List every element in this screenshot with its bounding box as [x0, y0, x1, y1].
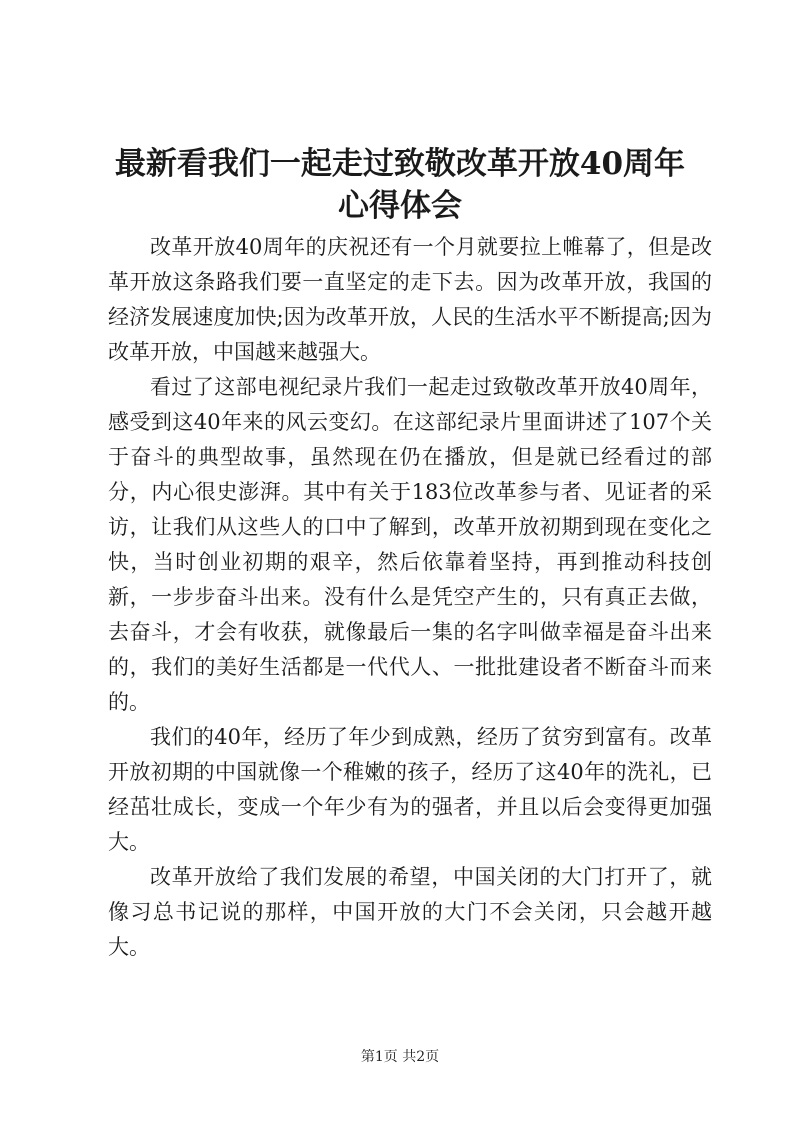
page-number: 第1页 共2页 — [360, 1049, 440, 1065]
paragraph: 改革开放给了我们发展的希望，中国关闭的大门打开了，就像习总书记说的那样，中国开放的大门不会关闭，只会越开越大。 — [108, 865, 712, 959]
paragraph: 看过了这部电视纪录片我们一起走过致敬改革开放40周年，感受到这40年来的风云变幻。在这部纪录片里面讲述了107个关于奋斗的典型故事，虽然现在仍在播放，但是就已经看过的部分，内心很史澎湃。其中有关于183位改革参与者、见证者的采访，让我们从这些人的口中了解到，改革开放初期到现在变化之快，当时创业初期的艰辛，然后依靠着坚持，再到推动科技创新，一步步奋斗出来。没有什么是凭空产生的，只有真正去做，去奋斗，才会有收获，就像最后一集的名字叫做幸福是奋斗出来的，我们的美好生活都是一代代人、一批批建设者不断奋斗而来的。 — [108, 375, 712, 714]
page-footer — [0, 1048, 800, 1066]
paragraph: 改革开放40周年的庆祝还有一个月就要拉上帷幕了，但是改革开放这条路我们要一直坚定的走下去。因为改革开放，我国的经济发展速度加快;因为改革开放，人民的生活水平不断提高;因为改革开放，中国越来越强大。 — [108, 235, 712, 364]
document-title: 最新看我们一起走过致敬改革开放40周年心得体会 — [114, 146, 686, 224]
document-body — [108, 230, 712, 965]
paragraph: 我们的40年，经历了年少到成熟，经历了贫穷到富有。改革开放初期的中国就像一个稚嫩的孩子，经历了这40年的洗礼，已经茁壮成长，变成一个年少有为的强者，并且以后会变得更加强大。 — [108, 725, 712, 854]
